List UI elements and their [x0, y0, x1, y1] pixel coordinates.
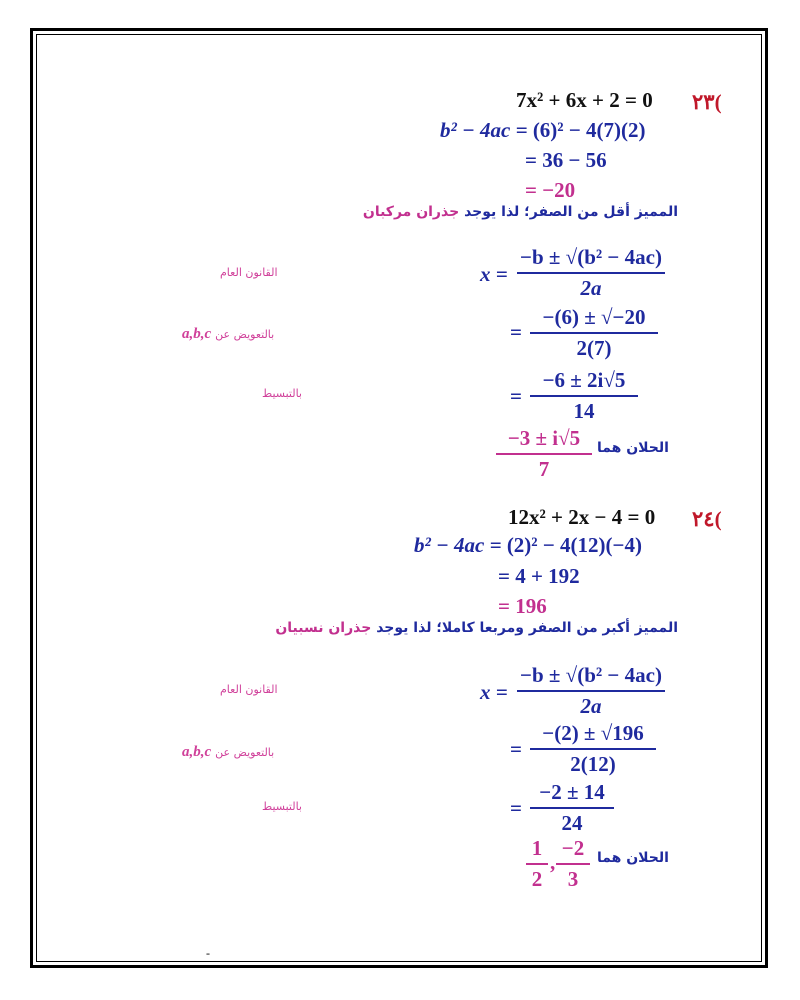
footer-mark: - [206, 946, 210, 960]
solution2-denominator: 3 [556, 863, 590, 892]
discriminant-lhs: b² − 4ac = [440, 118, 533, 142]
conclusion-23 [363, 204, 678, 220]
conclusion-text: المميز أكبر من الصفر ومربعا كاملا؛ لذا يوجد [376, 620, 678, 636]
formula-lhs-24 [480, 680, 508, 705]
formula-denominator [517, 690, 665, 719]
label-sub-vars: a,b,c [182, 326, 212, 342]
substituted-denominator: 2(12) [530, 748, 656, 777]
label-substitute-24 [182, 743, 274, 761]
equals-sign: = [510, 384, 522, 408]
solution2-numerator: −2 [561, 836, 585, 860]
formula-lhs-text: x = [480, 262, 508, 286]
label-substitute-23 [182, 325, 274, 343]
substituted-numerator: −(2) ± √196 [542, 721, 644, 745]
simplified-fraction-23 [530, 368, 638, 424]
label-simplify-24: بالتبسيط [262, 800, 302, 813]
discriminant-lhs: b² − 4ac = [414, 533, 507, 557]
equals-sign: = [510, 737, 522, 761]
substituted-numerator: −(6) ± √−20 [542, 305, 646, 329]
discriminant-rhs: (6)² − 4(7)(2) [532, 118, 646, 142]
general-formula-23 [516, 245, 666, 301]
simplified-denominator: 24 [530, 807, 614, 836]
equals-sign: = [510, 320, 522, 344]
conclusion-24 [275, 620, 678, 636]
equation-24: 12x² + 2x − 4 = 0 [508, 505, 656, 529]
simplified-denominator: 14 [530, 395, 638, 424]
discriminant-23 [440, 118, 646, 143]
problem-number-text: ٢٤ [692, 507, 715, 531]
problem-number-23 [692, 90, 722, 115]
formula-numerator: −b ± √(b² − 4ac) [520, 663, 662, 687]
label-general-formula-24: القانون العام [220, 683, 278, 696]
solution-fraction-23 [496, 426, 592, 482]
simplified-fraction-24 [530, 780, 614, 836]
formula-denominator [517, 272, 665, 301]
conclusion-text: المميز أقل من الصفر؛ لذا يوجد [464, 204, 678, 220]
solution1-denominator: 2 [526, 863, 548, 892]
discriminant-step1-24: = 4 + 192 [498, 564, 580, 588]
solution1-fraction-24 [526, 836, 548, 892]
simplified-numerator: −6 ± 2i√5 [542, 368, 626, 392]
simplified-numerator: −2 ± 14 [539, 780, 605, 804]
formula-lhs-23 [480, 262, 508, 287]
label-general-formula-23: القانون العام [220, 266, 278, 279]
discriminant-step1-23: = 36 − 56 [525, 148, 607, 172]
label-sub-vars: a,b,c [182, 744, 212, 760]
formula-den-text: 2a [580, 276, 602, 300]
discriminant-step2-23: = −20 [525, 178, 576, 202]
solution-separator: , [550, 850, 556, 874]
solution-denominator: 7 [496, 453, 592, 482]
solutions-label-23: الحلان هما [597, 440, 669, 456]
formula-numerator: −b ± √(b² − 4ac) [520, 245, 662, 269]
substituted-fraction-23 [530, 305, 658, 361]
general-formula-24 [516, 663, 666, 719]
discriminant-step2-24: = 196 [498, 594, 547, 618]
solution1-numerator: 1 [531, 836, 543, 860]
solution2-fraction-24 [556, 836, 590, 892]
solutions-label-24: الحلان هما [597, 850, 669, 866]
equation-23: 7x² + 6x + 2 = 0 [516, 88, 653, 112]
label-simplify-23: بالتبسيط [262, 387, 302, 400]
problem-number-24 [692, 507, 722, 532]
formula-den-text: 2a [580, 694, 602, 718]
substituted-denominator: 2(7) [530, 332, 658, 361]
discriminant-rhs: (2)² − 4(12)(−4) [506, 533, 642, 557]
solution-numerator: −3 ± i√5 [507, 426, 581, 450]
formula-lhs-text: x = [480, 680, 508, 704]
problem-number-text: ٢٣ [692, 90, 715, 114]
discriminant-24 [414, 533, 642, 558]
problem-paren: ( [714, 507, 722, 531]
label-sub-text: بالتعويض عن [215, 328, 275, 341]
problem-paren: ( [714, 90, 722, 114]
page-border-inner [36, 34, 762, 962]
equals-sign: = [510, 796, 522, 820]
conclusion-highlight: جذران نسبيان [275, 620, 372, 636]
conclusion-highlight: جذران مركبان [362, 204, 460, 220]
label-sub-text: بالتعويض عن [215, 746, 275, 759]
substituted-fraction-24 [530, 721, 656, 777]
